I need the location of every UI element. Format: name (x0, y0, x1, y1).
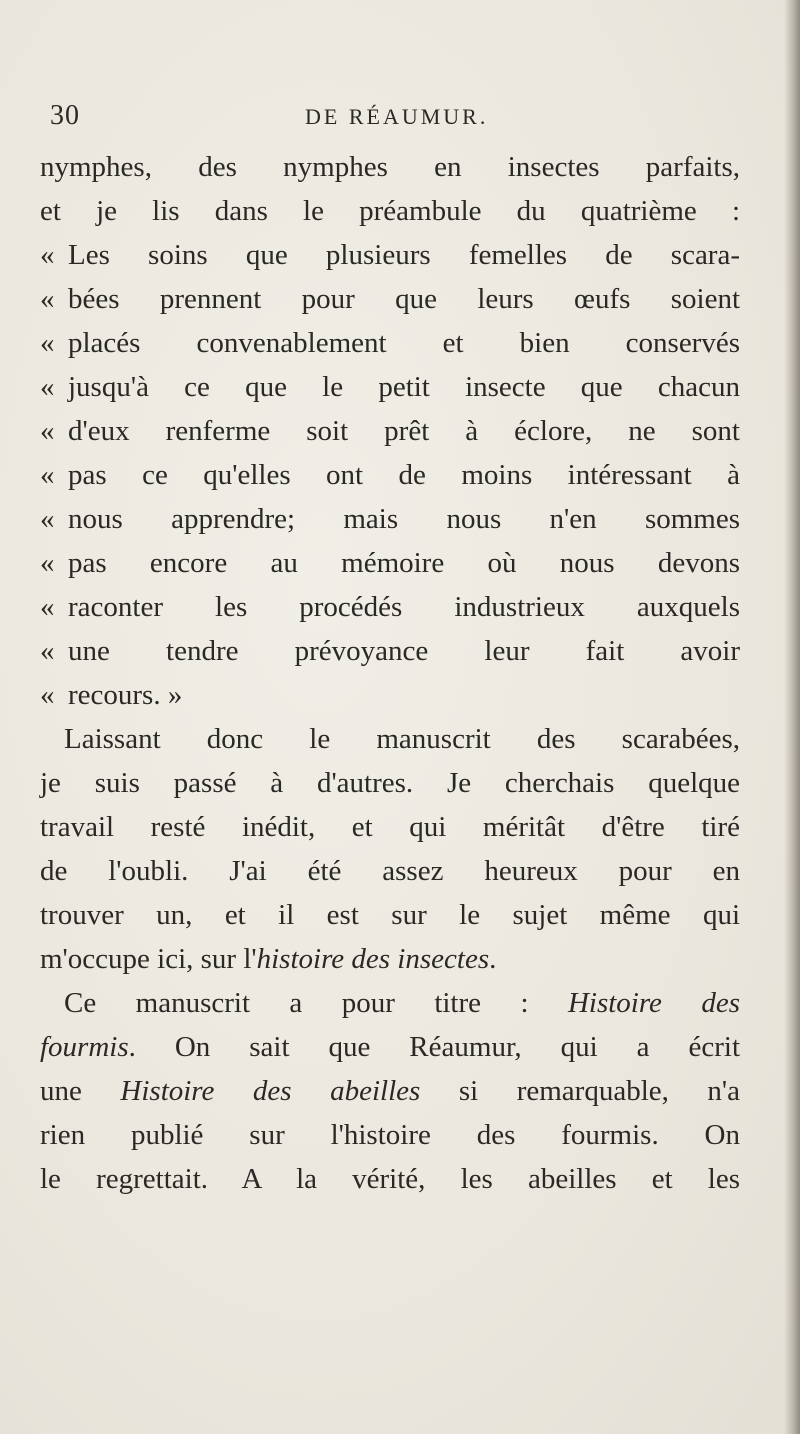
line-text: Les soins que plusieurs femelles de scara- (68, 239, 740, 271)
line-text: et je lis dans le préambule du quatrième : (40, 195, 740, 227)
guillemet: « (40, 283, 55, 315)
text-line (40, 1113, 740, 1157)
quote-line (40, 321, 740, 365)
quote-line (40, 453, 740, 497)
quote-line (40, 365, 740, 409)
text-line (40, 1069, 740, 1113)
text-line (40, 893, 740, 937)
text-line (40, 937, 740, 981)
line-text: rien publié sur l'histoire des fourmis. On (40, 1119, 740, 1151)
line-text: trouver un, et il est sur le sujet même qui (40, 899, 740, 931)
guillemet: « (40, 547, 55, 579)
line-text: pas ce qu'elles ont de moins intéressant à (68, 459, 740, 491)
quote-line (40, 541, 740, 585)
guillemet: « (40, 415, 55, 447)
line-text: si remarquable, n'a (420, 1075, 741, 1107)
quote-line (40, 497, 740, 541)
text-line (40, 145, 740, 189)
line-text: . (489, 943, 497, 975)
italic-title: Histoire des (567, 987, 741, 1019)
text-line (40, 761, 740, 805)
line-text: Ce manuscrit a pour titre : (64, 987, 568, 1019)
page-header (50, 100, 730, 140)
italic-title: fourmis (40, 1031, 129, 1063)
page-number: 30 (50, 100, 80, 131)
line-text: nymphes, des nymphes en insectes parfaits, (40, 151, 740, 183)
italic-title: Histoire des abeilles (120, 1075, 421, 1107)
line-text: bées prennent pour que leurs œufs soient (68, 283, 740, 315)
line-text: de l'oubli. J'ai été assez heureux pour en (40, 855, 740, 887)
paragraph-start-line (40, 981, 740, 1025)
guillemet: « (40, 327, 55, 359)
line-text: raconter les procédés industrieux auxquels (68, 591, 740, 623)
line-text: placés convenablement et bien conservés (68, 327, 740, 359)
quote-line (40, 673, 740, 717)
line-text: une tendre prévoyance leur fait avoir (68, 635, 740, 667)
text-line (40, 805, 740, 849)
line-text: travail resté inédit, et qui méritât d'être tiré (40, 811, 740, 843)
line-text: je suis passé à d'autres. Je cherchais quelque (40, 767, 740, 799)
running-title: DE RÉAUMUR. (305, 104, 489, 129)
text-line (40, 849, 740, 893)
text-line (40, 1025, 740, 1069)
paragraph-start-line (40, 717, 740, 761)
line-text: une (40, 1075, 121, 1107)
quote-line (40, 629, 740, 673)
guillemet: « (40, 679, 55, 711)
guillemet: « (40, 371, 55, 403)
italic-title: histoire des insectes (256, 943, 490, 975)
line-text: le regrettait. A la vérité, les abeilles et les (40, 1163, 740, 1195)
quote-line (40, 409, 740, 453)
quote-line (40, 585, 740, 629)
quote-line (40, 277, 740, 321)
quote-line (40, 233, 740, 277)
text-line (40, 189, 740, 233)
line-text: d'eux renferme soit prêt à éclore, ne sont (68, 415, 740, 447)
line-text: pas encore au mémoire où nous devons (68, 547, 740, 579)
line-text: recours. » (68, 679, 183, 711)
line-text: Laissant donc le manuscrit des scarabées, (64, 723, 740, 755)
page-edge-shadow (784, 0, 800, 1434)
line-text: nous apprendre; mais nous n'en sommes (68, 503, 740, 535)
body-text (40, 145, 740, 1201)
line-text: m'occupe ici, sur l' (40, 943, 257, 975)
guillemet: « (40, 239, 55, 271)
text-line (40, 1157, 740, 1201)
line-text: . On sait que Réaumur, qui a écrit (128, 1031, 740, 1063)
guillemet: « (40, 459, 55, 491)
guillemet: « (40, 635, 55, 667)
guillemet: « (40, 503, 55, 535)
guillemet: « (40, 591, 55, 623)
line-text: jusqu'à ce que le petit insecte que chacun (68, 371, 740, 403)
